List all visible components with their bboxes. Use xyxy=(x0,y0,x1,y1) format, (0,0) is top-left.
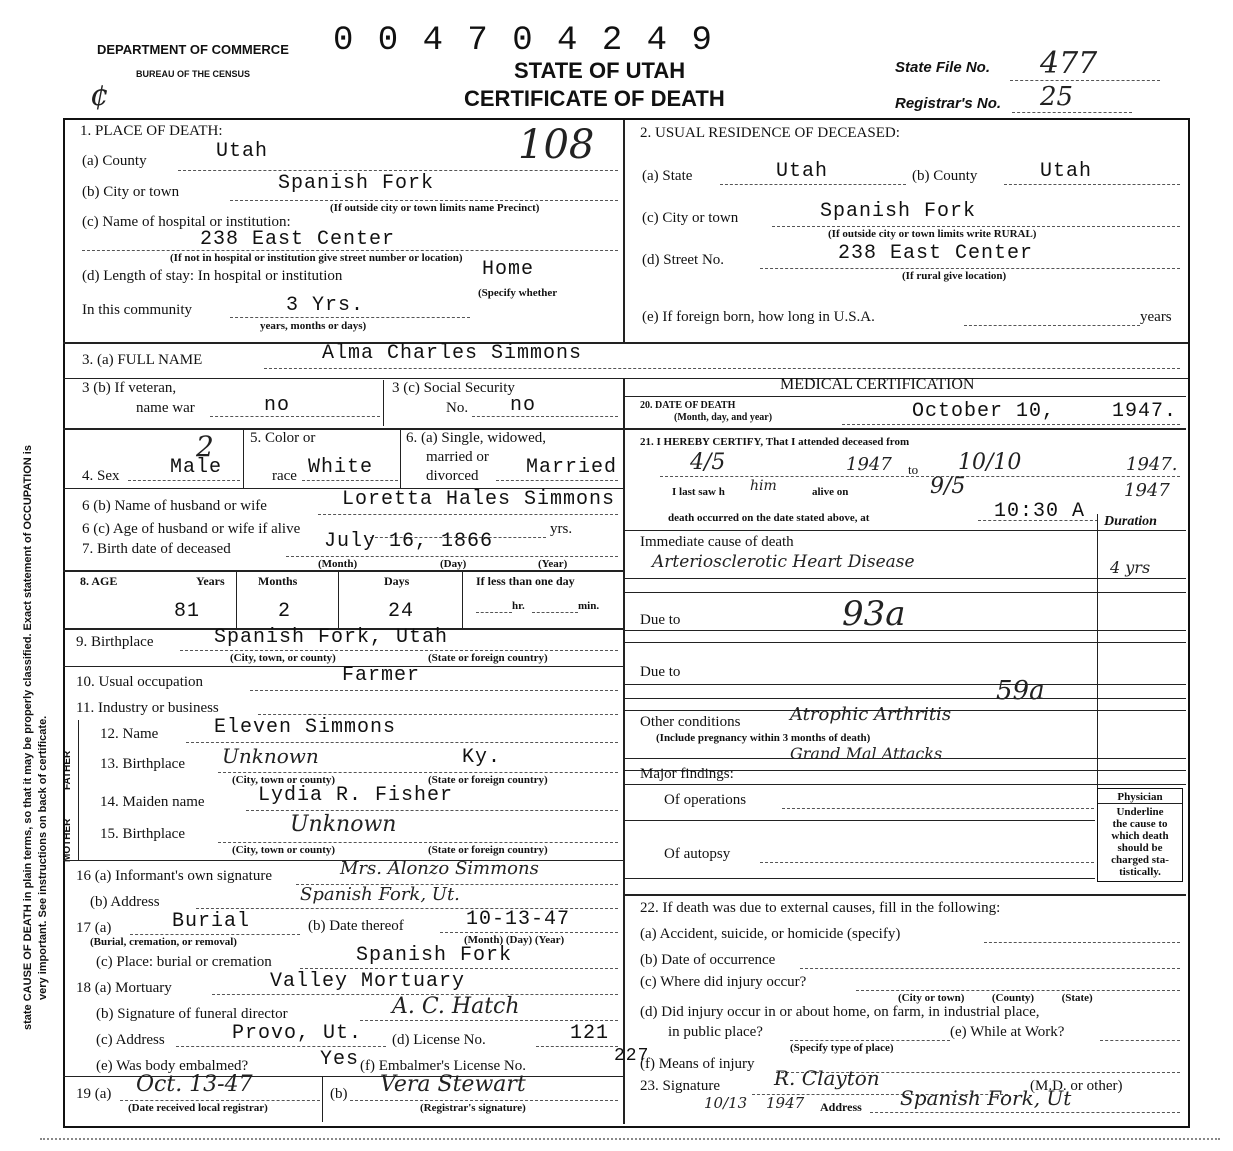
hospital-label: (c) Name of hospital or institution: xyxy=(82,214,291,230)
md-label: (M.D. or other) xyxy=(1030,1078,1123,1094)
immediate-value: Arteriosclerotic Heart Disease xyxy=(652,552,915,572)
certificate-title: CERTIFICATE OF DEATH xyxy=(464,86,725,111)
birth-year-note: (Year) xyxy=(538,558,568,570)
mother-bp-note-2: (State or foreign country) xyxy=(428,844,548,856)
stay-label: (d) Length of stay: In hospital or institution xyxy=(82,268,343,284)
sex-label: 4. Sex xyxy=(82,468,120,484)
physician-note-box xyxy=(1097,788,1183,882)
birth-date-value: July 16, 1866 xyxy=(324,530,494,553)
mother-label: MOTHER xyxy=(62,818,73,862)
mother-maiden-label: 14. Maiden name xyxy=(100,794,205,810)
father-bp-note-1: (City, town or county) xyxy=(232,774,336,786)
birth-month-note: (Month) xyxy=(318,558,358,570)
department-label: DEPARTMENT OF COMMERCE xyxy=(97,42,289,57)
external-heading: 22. If death was due to external causes, fill in the following: xyxy=(640,900,1001,916)
external-b: (b) Date of occurrence xyxy=(640,952,776,968)
res-street-note: (If rural give location) xyxy=(902,270,1007,282)
community-note: years, months or days) xyxy=(260,320,367,332)
burial-place-label: (c) Place: burial or cremation xyxy=(96,954,272,970)
marital-label-2: married or xyxy=(426,449,489,465)
registrar-label: Registrar's No. xyxy=(895,95,1002,112)
veteran-label-2: name war xyxy=(136,400,195,416)
operations-label: Of operations xyxy=(664,792,747,808)
embalmer-license-label: (f) Embalmer's License No. xyxy=(360,1058,526,1074)
veteran-value: no xyxy=(264,394,291,417)
city-note: (If outside city or town limits name Precinct) xyxy=(330,202,540,214)
external-a: (a) Accident, suicide, or homicide (specify) xyxy=(640,926,901,942)
signature-year: 1947 xyxy=(766,1094,805,1112)
age-months-label: Months xyxy=(258,574,298,588)
father-bp-value: Ky. xyxy=(462,746,502,769)
margin-instructions-1: state CAUSE OF DEATH in plain terms, so that it may be properly classified. Exact statement of OCCUPATION is xyxy=(22,445,34,1030)
external-e: (e) While at Work? xyxy=(950,1024,1065,1040)
alive-label: alive on xyxy=(812,486,849,498)
handwritten-mark: ¢ xyxy=(90,78,110,113)
due-to-2-label: Due to xyxy=(640,664,681,680)
birth-day-note: (Day) xyxy=(440,558,467,570)
occurred-label: death occurred on the date stated above, at xyxy=(668,512,870,524)
father-label: FATHER xyxy=(62,750,73,790)
age-min: min. xyxy=(578,600,600,612)
community-label: In this community xyxy=(82,302,192,318)
state-file-label: State File No. xyxy=(895,59,991,76)
physician-note-title: Physician xyxy=(1098,791,1182,804)
other-label: Other conditions xyxy=(640,714,741,730)
mortuary-addr-label: (c) Address xyxy=(96,1032,165,1048)
social-label-2: No. xyxy=(446,400,469,416)
burial-label: 17 (a) xyxy=(76,920,112,936)
mortuary-label: 18 (a) Mortuary xyxy=(76,980,172,996)
director-sig-label: (b) Signature of funeral director xyxy=(96,1006,288,1022)
state-file-value: 477 xyxy=(1040,46,1098,81)
father-bp-note-2: (State or foreign country) xyxy=(428,774,548,786)
physician-note-line: Underline xyxy=(1116,806,1164,818)
burial-date-note: (Month) (Day) (Year) xyxy=(464,934,565,946)
age-days: 24 xyxy=(388,600,415,623)
color-label-2: race xyxy=(272,468,297,484)
informant-addr-label: (b) Address xyxy=(90,894,160,910)
signature-addr-value: Spanish Fork, Ut xyxy=(900,1086,1072,1110)
mother-bp-hand: Unknown xyxy=(290,812,397,837)
due-to-1-code: 93a xyxy=(842,594,906,634)
father-name-label: 12. Name xyxy=(100,726,159,742)
spouse-label: 6 (b) Name of husband or wife xyxy=(82,498,267,514)
veteran-label-1: 3 (b) If veteran, xyxy=(82,380,177,396)
registrar-sig-note: (Registrar's signature) xyxy=(420,1102,526,1114)
last-saw-label: I last saw h xyxy=(672,486,725,498)
age-days-label: Days xyxy=(384,574,410,588)
other-value-2: Grand Mal Attacks xyxy=(790,744,943,763)
sex-value: Male xyxy=(170,456,223,479)
director-sig-value: A. C. Hatch xyxy=(392,994,520,1019)
immediate-duration: 4 yrs xyxy=(1110,558,1151,577)
occupation-value: Farmer xyxy=(342,664,421,687)
registrar-row-label: 19 (a) xyxy=(76,1086,112,1102)
signature-value: R. Clayton xyxy=(774,1066,880,1090)
stay-value: Home xyxy=(482,258,535,281)
external-d-1: (d) Did injury occur in or about home, on farm, in industrial place, xyxy=(640,1004,1040,1020)
attended-to: 10/10 xyxy=(958,450,1022,475)
res-city-label: (c) City or town xyxy=(642,210,739,226)
res-city-value: Spanish Fork xyxy=(820,200,977,223)
age-hr: hr. xyxy=(512,600,525,612)
age-years: 81 xyxy=(174,600,201,623)
full-name-label: 3. (a) FULL NAME xyxy=(82,352,203,368)
birthplace-note-2: (State or foreign country) xyxy=(428,652,548,664)
certify-label: 21. I HEREBY CERTIFY, That I attended deceased from xyxy=(640,436,910,448)
handwritten-code: 108 xyxy=(518,122,595,168)
state-title: STATE OF UTAH xyxy=(514,58,686,83)
hospital-value: 238 East Center xyxy=(200,228,396,251)
father-bp-hand: Unknown xyxy=(222,744,319,768)
mother-bp-note-1: (City, town or county) xyxy=(232,844,336,856)
medical-heading: MEDICAL CERTIFICATION xyxy=(780,376,975,393)
attended-from: 4/5 xyxy=(690,450,726,475)
physician-note-text xyxy=(1098,789,1182,878)
spouse-age-label: 6 (c) Age of husband or wife if alive xyxy=(82,521,301,537)
signature-date: 10/13 xyxy=(704,1094,748,1112)
place-of-death-heading: 1. PLACE OF DEATH: xyxy=(80,123,223,139)
res-street-label: (d) Street No. xyxy=(642,252,725,268)
duration-label: Duration xyxy=(1104,514,1157,529)
foreign-label: (e) If foreign born, how long in U.S.A. xyxy=(642,309,875,325)
mother-maiden-value: Lydia R. Fisher xyxy=(258,784,454,807)
county-value: Utah xyxy=(216,140,269,163)
occupation-label: 10. Usual occupation xyxy=(76,674,204,690)
spouse-value: Loretta Hales Simmons xyxy=(342,488,616,511)
physician-note-line: the cause to xyxy=(1112,818,1168,830)
res-county-value: Utah xyxy=(1040,160,1093,183)
burial-date-value: 10-13-47 xyxy=(466,908,571,931)
attended-to-year: 1947. xyxy=(1126,454,1178,475)
stamp-number: 0 0 4 7 0 4 2 4 9 xyxy=(333,22,714,60)
embalmer-license-value: 227 xyxy=(614,1046,650,1066)
mother-bp-label: 15. Birthplace xyxy=(100,826,185,842)
embalmed-value: Yes xyxy=(320,1048,360,1071)
last-saw-mid: him xyxy=(750,478,777,494)
full-name-value: Alma Charles Simmons xyxy=(322,342,583,365)
burial-value: Burial xyxy=(172,910,251,933)
marital-value: Married xyxy=(526,456,618,479)
res-county-label: (b) County xyxy=(912,168,978,184)
foreign-suffix: years xyxy=(1140,309,1172,325)
city-label: (b) City or town xyxy=(82,184,180,200)
license-label: (d) License No. xyxy=(392,1032,486,1048)
res-street-value: 238 East Center xyxy=(838,242,1034,265)
marital-label-3: divorced xyxy=(426,468,479,484)
birthplace-note-1: (City, town, or county) xyxy=(230,652,336,664)
other-note: (Include pregnancy within 3 months of death) xyxy=(656,732,871,744)
autopsy-label: Of autopsy xyxy=(664,846,731,862)
physician-note-line: should be xyxy=(1117,842,1163,854)
date-received-value: Oct. 13-47 xyxy=(136,1072,253,1097)
external-c-note: (City or town) (County) (State) xyxy=(898,992,1093,1004)
marital-label-1: 6. (a) Single, widowed, xyxy=(406,430,546,446)
res-state-label: (a) State xyxy=(642,168,693,184)
external-d-2: in public place? xyxy=(668,1024,763,1040)
birthplace-label: 9. Birthplace xyxy=(76,634,154,650)
mortuary-value: Valley Mortuary xyxy=(270,970,466,993)
physician-note-line: which death xyxy=(1111,830,1169,842)
immediate-label: Immediate cause of death xyxy=(640,534,794,550)
date-of-death-value: October 10, xyxy=(912,400,1056,423)
county-label: (a) County xyxy=(82,153,147,169)
age-less-label: If less than one day xyxy=(476,574,575,588)
to-label: to xyxy=(908,462,919,477)
external-f: (f) Means of injury xyxy=(640,1056,755,1072)
alive-value: 9/5 xyxy=(930,474,966,499)
alive-year: 1947 xyxy=(1124,480,1170,501)
age-months: 2 xyxy=(278,600,292,623)
date-received-note: (Date received local registrar) xyxy=(128,1102,268,1114)
age-label: 8. AGE xyxy=(80,574,118,588)
external-c: (c) Where did injury occur? xyxy=(640,974,807,990)
informant-value: Mrs. Alonzo Simmons xyxy=(340,858,539,879)
date-of-death-label-2: (Month, day, and year) xyxy=(674,412,773,423)
social-label-1: 3 (c) Social Security xyxy=(392,380,515,396)
hospital-note: (If not in hospital or institution give street number or location) xyxy=(170,252,463,264)
father-name-value: Eleven Simmons xyxy=(214,716,397,739)
birthplace-value: Spanish Fork, Utah xyxy=(214,626,449,649)
color-value: White xyxy=(308,456,374,479)
burial-date-label: (b) Date thereof xyxy=(308,918,404,934)
due-to-1-label: Due to xyxy=(640,612,681,628)
physician-note-line: charged sta- xyxy=(1111,854,1169,866)
external-spec-note: (Specify type of place) xyxy=(790,1042,894,1054)
residence-heading: 2. USUAL RESIDENCE OF DECEASED: xyxy=(640,125,900,141)
occurred-value: 10:30 A xyxy=(994,500,1086,523)
spouse-age-suffix: yrs. xyxy=(550,521,573,537)
embalmed-label: (e) Was body embalmed? xyxy=(96,1058,249,1074)
res-state-value: Utah xyxy=(776,160,829,183)
license-value: 121 xyxy=(570,1022,610,1045)
registrar-sig-value: Vera Stewart xyxy=(380,1072,526,1097)
social-value: no xyxy=(510,394,537,417)
bureau-label: BUREAU OF THE CENSUS xyxy=(136,69,251,79)
date-of-death-label-1: 20. DATE OF DEATH xyxy=(640,400,736,411)
color-label-1: 5. Color or xyxy=(250,430,316,446)
burial-place-value: Spanish Fork xyxy=(356,944,513,967)
industry-label: 11. Industry or business xyxy=(76,700,219,716)
res-city-note: (If outside city or town limits write RURAL) xyxy=(828,228,1037,240)
date-of-death-year: 1947. xyxy=(1112,400,1178,423)
physician-note-line: tistically. xyxy=(1119,866,1161,878)
major-findings-label: Major findings: xyxy=(640,766,734,782)
registrar-value: 25 xyxy=(1040,82,1074,112)
city-value: Spanish Fork xyxy=(278,172,435,195)
due-to-2-code: 59a xyxy=(996,676,1045,706)
attended-from-year: 1947 xyxy=(846,454,892,475)
stay-note: (Specify whether xyxy=(478,287,558,299)
birth-date-label: 7. Birth date of deceased xyxy=(82,541,231,557)
father-bp-label: 13. Birthplace xyxy=(100,756,185,772)
informant-label: 16 (a) Informant's own signature xyxy=(76,868,272,884)
community-value: 3 Yrs. xyxy=(286,294,365,317)
margin-instructions-2: very important. See instructions on back of certificate. xyxy=(37,715,49,1000)
registrar-b-label: (b) xyxy=(330,1086,348,1102)
mortuary-addr-value: Provo, Ut. xyxy=(232,1022,363,1045)
age-years-label: Years xyxy=(196,574,225,588)
informant-addr-value: Spanish Fork, Ut. xyxy=(300,884,460,905)
signature-addr-label: Address xyxy=(820,1100,862,1114)
other-value: Atrophic Arthritis xyxy=(790,704,952,725)
burial-note: (Burial, cremation, or removal) xyxy=(90,936,237,948)
signature-label: 23. Signature xyxy=(640,1078,720,1094)
